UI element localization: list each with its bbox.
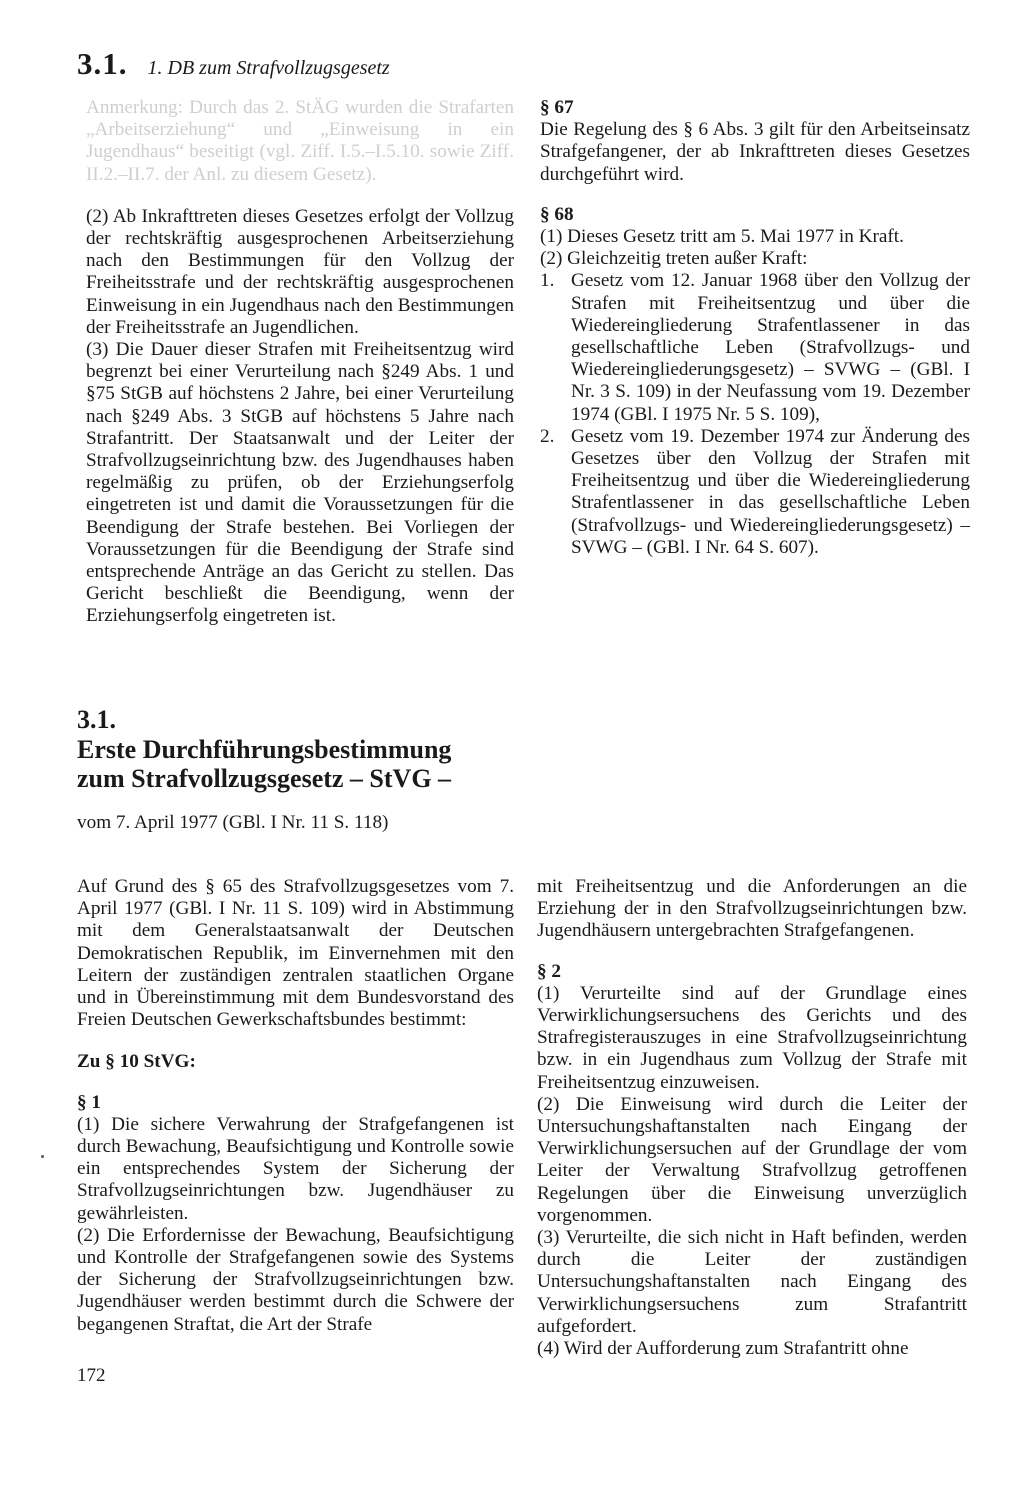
continuation-paragraph: mit Freiheitsentzug und die Anforderungen an die Erziehung der in den Strafvollzugseinrichtungen bzw. Jugendhäusern untergebrachten Strafgefangenen. (537, 876, 967, 942)
section-title-line-1: Erste Durchführungsbestimmung (77, 735, 452, 764)
list-item-number: 2. (540, 425, 555, 447)
section-title-line-2: zum Strafvollzugsgesetz – StVG – (77, 764, 452, 793)
page-number: 172 (77, 1365, 106, 1386)
list-item (540, 426, 970, 559)
paragraph-1-sub-2: (2) Die Erfordernisse der Bewachung, Beaufsichtigung und Kontrolle der Strafgefangenen sowie des Systems der Sicherung der Strafvollzugseinrichtungen bzw. Jugendhäuser werden bestimmt durch die Schwere der begangenen Straftat, die Art der Strafe (77, 1224, 514, 1335)
intro-paragraph: Auf Grund des § 65 des Strafvollzugsgesetzes vom 7. April 1977 (GBl. I Nr. 11 S. 109) wird in Abstimmung mit dem Generalstaatsanwalt der Deutschen Demokratischen Republik, im Einvernehmen mit den Leitern der zuständigen zentralen staatlichen Organe und in Übereinstimmung mit dem Bundesvorstand des Freien Deutschen Gewerkschaftsbundes bestimmt: (77, 876, 514, 1031)
section-heading-block (77, 705, 557, 834)
zu-heading: Zu § 10 StVG: (77, 1051, 196, 1073)
list-item-text: Gesetz vom 19. Dezember 1974 zur Änderung des Gesetzes über den Vollzug der Strafen mit Freiheitsentzug und über die Wiedereingliederung Strafentlassener in das gesellschaftliche Leben (Strafvollzugs- und Wiedereingliederungsgesetz) – SVWG – (GBl. I Nr. 64 S. 607). (571, 425, 970, 558)
list-item-number: 1. (540, 270, 555, 292)
paragraph-2-sub-1: (1) Verurteilte sind auf der Grundlage eines Verwirklichungsersuchens des Gerichts und des Strafregisterauszuges in eine Strafvollzugseinrichtung bzw. in ein Jugendhaus zum Vollzug der Strafe mit Freiheitsentzug einzuweisen. (537, 982, 967, 1093)
paragraph-2-heading: § 2 (537, 960, 561, 982)
paragraph-3: (3) Die Dauer dieser Strafen mit Freiheitsentzug wird begrenzt bei einer Verurteilung nach §249 Abs. 1 und §75 StGB auf höchstens 2 Jahre, bei einer Verurteilung nach §249 Abs. 3 StGB auf höchstens 5 Jahre nach Strafantritt. Der Staatsanwalt und der Leiter der Strafvollzugseinrichtung bzw. des Jugendhauses haben regelmäßig zu prüfen, ob der Erziehungserfolg eingetreten ist und damit die Voraussetzungen für die Beendigung der Strafe bestehen. Bei Vorliegen der Voraussetzungen für die Beendigung der Strafe sind entsprechende Anträge an das Gericht zu stellen. Das Gericht beschließt die Beendigung, wenn der Erziehungserfolg eingetreten ist. (86, 339, 514, 627)
list-item (540, 270, 970, 425)
paragraph-2-sub-3: (3) Verurteilte, die sich nicht in Haft befinden, werden durch die Leiter der zuständigen Untersuchungshaftanstalten nach Eingang des Verwirklichungsersuchens zum Strafantritt aufgefordert. (537, 1227, 967, 1337)
paragraph-67-heading: § 67 (540, 97, 574, 118)
upper-right-column (540, 97, 970, 559)
margin-mark (41, 1155, 44, 1158)
running-head-title: 1. DB zum Strafvollzugsgesetz (147, 57, 390, 79)
lower-right-column (537, 876, 967, 1360)
paragraph-67-text: Die Regelung des § 6 Abs. 3 gilt für den Arbeitseinsatz Strafgefangener, der ab Inkrafttreten dieses Gesetzes durchgeführt wird. (540, 119, 970, 185)
running-head-number: 3.1. (77, 46, 128, 81)
paragraph-2: (2) Ab Inkrafttreten dieses Gesetzes erfolgt der Vollzug der rechtskräftig ausgesprochenen Arbeitserziehung nach den Bestimmungen für den Vollzug der Freiheitsstrafe und der rechtskräftig ausgesprochenen Einweisung in ein Jugendhaus nach den Bestimmungen der Freiheitsstrafe an Jugendlichen. (86, 205, 514, 338)
paragraph-68-sub-2: (2) Gleichzeitig treten außer Kraft: (540, 248, 808, 270)
paragraph-68-heading: § 68 (540, 203, 574, 225)
paragraph-1-sub-1: (1) Die sichere Verwahrung der Strafgefangenen ist durch Bewachung, Beaufsichtigung und Kontrolle sowie ein entsprechendes System der Sicherung der Strafvollzugseinrichtungen bzw. Jugendhäuser zu gewährleisten. (77, 1113, 514, 1224)
section-date: vom 7. April 1977 (GBl. I Nr. 11 S. 118) (77, 812, 389, 833)
lower-left-column (77, 876, 514, 1336)
list-item-text: Gesetz vom 12. Januar 1968 über den Vollzug der Strafen mit Freiheitsentzug und über die Wiedereingliederung Strafentlassener in das gesellschaftliche Leben (Strafvollzugs- und Wiedereingliederungsgesetz) – SVWG – (GBl. I Nr. 3 S. 109) in der Neufassung vom 19. Dezember 1974 (GBl. I 1975 Nr. 5 S. 109), (571, 270, 970, 425)
upper-left-column (86, 97, 514, 628)
paragraph-2-sub-2: (2) Die Einweisung wird durch die Leiter der Untersuchungshaftanstalten nach Eingang der Verwirklichungsersuchen auf der Grundlage der vom Leiter der Verwaltung Strafvollzug getroffenen Regelungen über die Einweisung unverzüglich vorgenommen. (537, 1093, 967, 1226)
paragraph-1-heading: § 1 (77, 1091, 101, 1113)
faded-annotation: Anmerkung: Durch das 2. StÄG wurden die Strafarten „Arbeitserziehung“ und „Einweisung in ein Jugendhaus“ beseitigt (vgl. Ziff. I.5.–I.5.10. sowie Ziff. II.2.–II.7. der Anl. zu diesem Gesetz). (86, 97, 514, 185)
running-head (77, 46, 390, 82)
paragraph-2-sub-4: (4) Wird der Aufforderung zum Strafantritt ohne (537, 1338, 909, 1360)
paragraph-68-sub-1: (1) Dieses Gesetz tritt am 5. Mai 1977 in Kraft. (540, 226, 904, 248)
section-number: 3.1. (77, 705, 116, 734)
